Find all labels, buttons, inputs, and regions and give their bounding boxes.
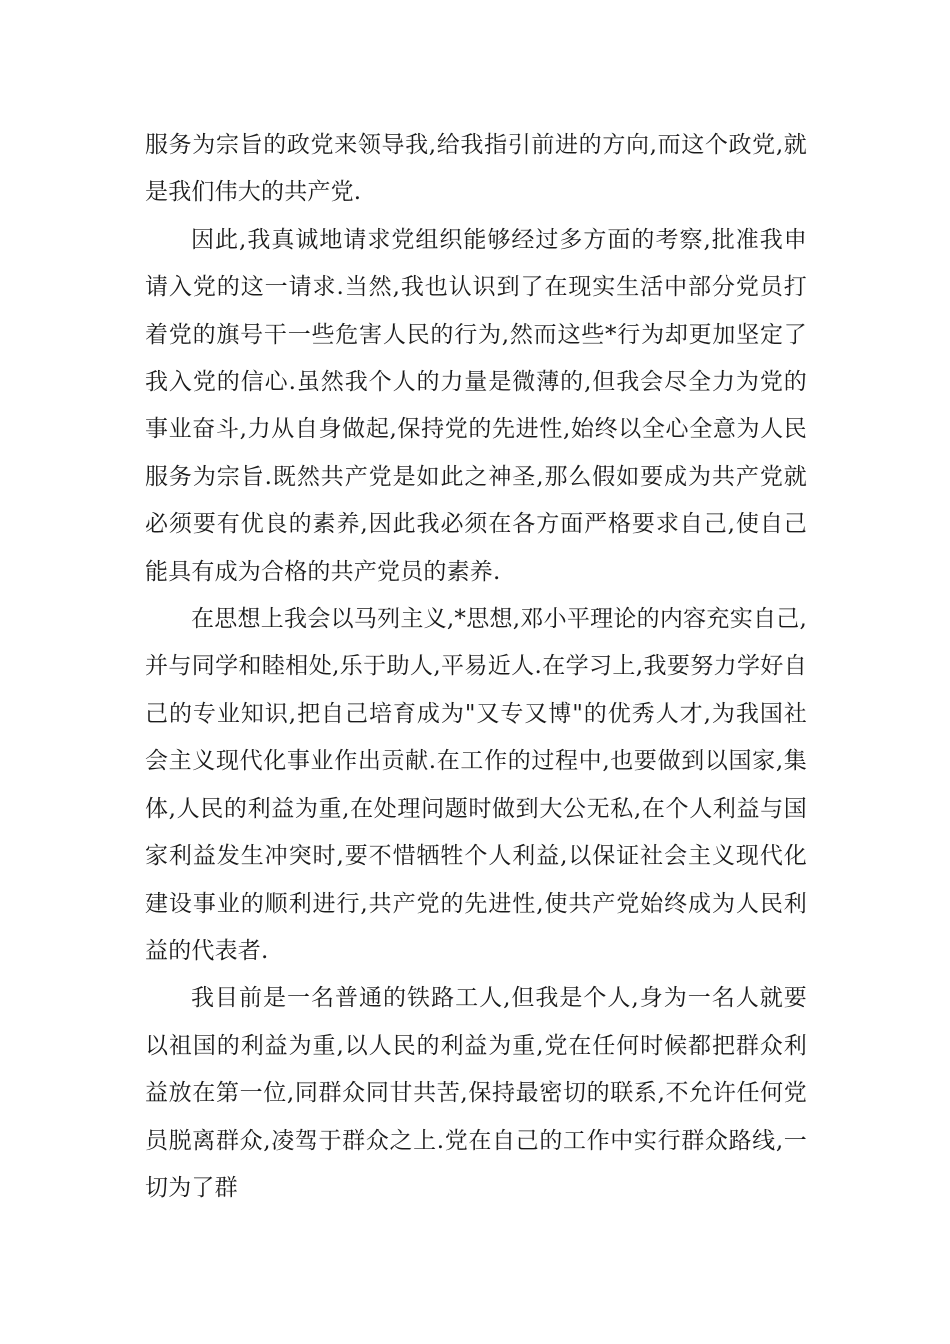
paragraph-thought-and-study: 在思想上我会以马列主义,*思想,邓小平理论的内容充实自己,并与同学和睦相处,乐于助人,平易近人.在学习上,我要努力学好自己的专业知识,把自己培育成为"又专又博"的优秀人才,为我国社会主义现代化事业作出贡献.在工作的过程中,也要做到以国家,集体,人民的利益为重,在处理问题时做到大公无私,在个人利益与国家利益发生冲突时,要不惜牺牲个人利益,以保证社会主义现代化建设事业的顺利进行,共产党的先进性,使共产党始终成为人民利益的代表者.	[145, 606, 807, 964]
paragraph-railway-worker: 我目前是一名普通的铁路工人,但我是个人,身为一名人就要以祖国的利益为重,以人民的利益为重,党在任何时候都把群众利益放在第一位,同群众同甘共苦,保持最密切的联系,不允许任何党员脱离群众,凌驾于群众之上.党在自己的工作中实行群众路线,一切为了群	[145, 985, 807, 1201]
paragraph-continued: 服务为宗旨的政党来领导我,给我指引前进的方向,而这个政党,就是我们伟大的共产党.	[145, 132, 807, 206]
document-body	[145, 122, 807, 1212]
paragraph-application-request: 因此,我真诚地请求党组织能够经过多方面的考察,批准我申请入党的这一请求.当然,我也认识到了在现实生活中部分党员打着党的旗号干一些危害人民的行为,然而这些*行为却更加坚定了我入党的信心.虽然我个人的力量是微薄的,但我会尽全力为党的事业奋斗,力从自身做起,保持党的先进性,始终以全心全意为人民服务为宗旨.既然共产党是如此之神圣,那么假如要成为共产党就必须要有优良的素养,因此我必须在各方面严格要求自己,使自己能具有成为合格的共产党员的素养.	[145, 226, 807, 585]
